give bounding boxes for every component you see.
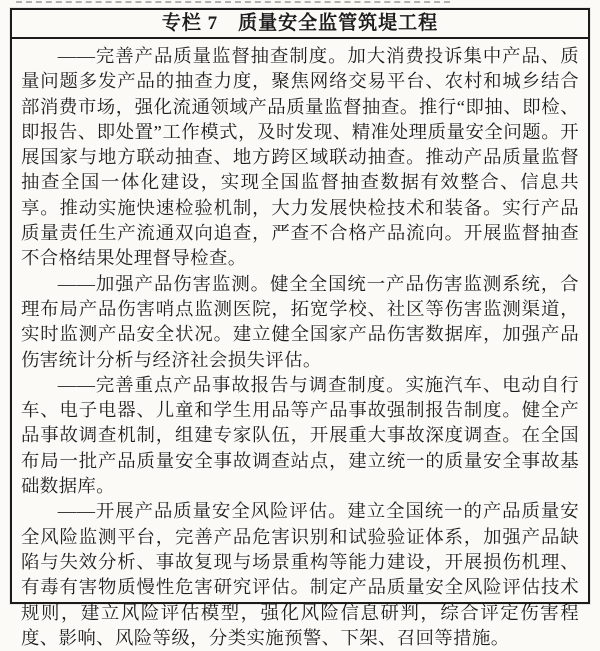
paragraph-accident-reporting: ——完善重点产品事故报告与调查制度。实施汽车、电动自行车、电子电器、儿童和学生用品等产品事故强制报告制度。健全产品事故调查机制，组建专家队伍，开展重大事故深度调查。在全国布局一批产品质量安全事故调查站点，建立统一的质量安全事故基础数据库。 xyxy=(21,374,579,497)
scan-artifact-line xyxy=(16,1,450,3)
column-box-title: 专栏 7 质量安全监管筑堤工程 xyxy=(161,12,439,35)
column-box xyxy=(10,8,590,648)
paragraph-risk-assessment: ——开展产品质量安全风险评估。建立全国统一的产品质量安全风险监测平台，完善产品危害识别和试验验证体系，加强产品缺陷与失效分析、事故复现与场景重构等能力建设，开展损伤机理、有毒有害物质慢性危害研究评估。制定产品质量安全风险评估技术规则，建立风险评估模型，强化风险信息研判，综合评定伤害程度、影响、风险等级，分类实施预警、下架、召回等措施。 xyxy=(21,501,579,648)
paragraph-injury-monitoring: ——加强产品伤害监测。健全全国统一产品伤害监测系统，合理布局产品伤害哨点监测医院，拓宽学校、社区等伤害监测渠道，实时监测产品安全状况。建立健全国家产品伤害数据库，加强产品伤害统计分析与经济社会损失评估。 xyxy=(21,273,579,370)
column-box-body xyxy=(12,39,588,651)
paragraph-supervision-sampling: ——完善产品质量监督抽查制度。加大消费投诉集中产品、质量问题多发产品的抽查力度，聚焦网络交易平台、农村和城乡结合部消费市场，强化流通领域产品质量监督抽查。推行“即抽、即检、即报告、即处置”工作模式，及时发现、精准处理质量安全问题。开展国家与地方联动抽查、地方跨区域联动抽查。推动产品质量监督抽查全国一体化建设，实现全国监督抽查数据有效整合、信息共享。推动实施快速检验机制，大力发展快检技术和装备。实行产品质量责任生产流通双向追查，严查不合格产品流向。开展监督抽查不合格结果处理督导检查。 xyxy=(21,46,579,269)
column-box-header xyxy=(12,10,588,39)
